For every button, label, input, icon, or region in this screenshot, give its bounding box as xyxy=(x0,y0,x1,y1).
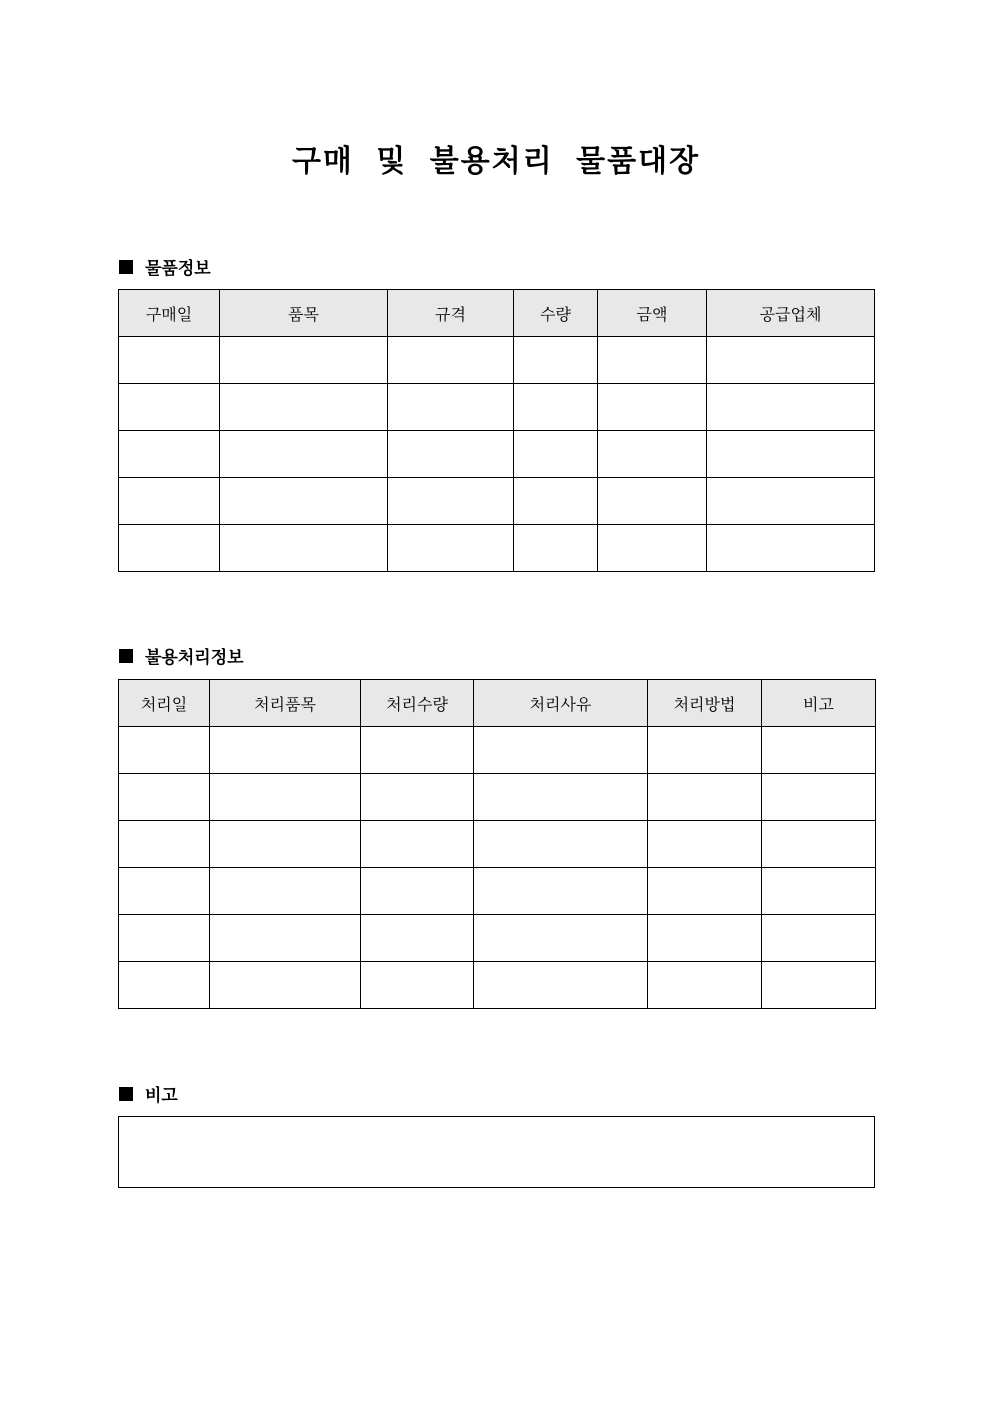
column-header-disposal-method: 처리방법 xyxy=(648,680,762,727)
table-row xyxy=(119,525,875,572)
disposal-info-table xyxy=(118,679,876,1009)
column-header-amount: 금액 xyxy=(598,290,707,337)
table-cell[interactable] xyxy=(648,727,762,774)
column-header-item: 품목 xyxy=(220,290,388,337)
table-cell[interactable] xyxy=(220,478,388,525)
table-cell[interactable] xyxy=(707,525,875,572)
table-cell[interactable] xyxy=(514,337,598,384)
table-cell[interactable] xyxy=(388,525,514,572)
table-cell[interactable] xyxy=(210,962,361,1009)
black-square-icon xyxy=(119,1087,133,1101)
column-header-disposal-quantity: 처리수량 xyxy=(361,680,474,727)
table-cell[interactable] xyxy=(361,915,474,962)
section-heading-remarks xyxy=(119,1081,178,1106)
table-cell[interactable] xyxy=(648,915,762,962)
table-row xyxy=(119,915,876,962)
table-cell[interactable] xyxy=(210,915,361,962)
table-cell[interactable] xyxy=(220,384,388,431)
table-cell[interactable] xyxy=(598,337,707,384)
table-cell[interactable] xyxy=(707,384,875,431)
table-cell[interactable] xyxy=(707,431,875,478)
table-cell[interactable] xyxy=(474,868,648,915)
section-heading-label: 불용처리정보 xyxy=(145,648,244,668)
table-cell[interactable] xyxy=(119,915,210,962)
black-square-icon xyxy=(119,260,133,274)
table-cell[interactable] xyxy=(220,431,388,478)
table-row xyxy=(119,337,875,384)
item-info-table xyxy=(118,289,875,572)
table-cell[interactable] xyxy=(707,478,875,525)
table-row xyxy=(119,384,875,431)
table-cell[interactable] xyxy=(648,868,762,915)
black-square-icon xyxy=(119,649,133,663)
table-cell[interactable] xyxy=(762,868,876,915)
table-cell[interactable] xyxy=(762,821,876,868)
column-header-disposal-date: 처리일 xyxy=(119,680,210,727)
table-cell[interactable] xyxy=(361,868,474,915)
table-cell[interactable] xyxy=(514,431,598,478)
section-heading-label: 비고 xyxy=(145,1086,178,1106)
table-cell[interactable] xyxy=(119,727,210,774)
table-cell[interactable] xyxy=(119,478,220,525)
table-cell[interactable] xyxy=(210,727,361,774)
table-cell[interactable] xyxy=(119,384,220,431)
remarks-field[interactable] xyxy=(118,1116,875,1188)
table-cell[interactable] xyxy=(598,478,707,525)
table-row xyxy=(119,478,875,525)
table-cell[interactable] xyxy=(388,337,514,384)
table-cell[interactable] xyxy=(388,384,514,431)
table-cell[interactable] xyxy=(210,868,361,915)
table-cell[interactable] xyxy=(119,431,220,478)
table-cell[interactable] xyxy=(474,962,648,1009)
table-row xyxy=(119,727,876,774)
table-cell[interactable] xyxy=(474,915,648,962)
table-row xyxy=(119,774,876,821)
table-cell[interactable] xyxy=(119,868,210,915)
table-cell[interactable] xyxy=(361,821,474,868)
column-header-quantity: 수량 xyxy=(514,290,598,337)
table-cell[interactable] xyxy=(598,525,707,572)
column-header-disposal-reason: 처리사유 xyxy=(474,680,648,727)
table-cell[interactable] xyxy=(514,525,598,572)
table-cell[interactable] xyxy=(361,727,474,774)
table-cell[interactable] xyxy=(388,478,514,525)
section-heading-disposal-info xyxy=(119,643,244,668)
table-row xyxy=(119,821,876,868)
table-cell[interactable] xyxy=(474,727,648,774)
table-cell[interactable] xyxy=(361,774,474,821)
column-header-note: 비고 xyxy=(762,680,876,727)
table-cell[interactable] xyxy=(648,774,762,821)
table-cell[interactable] xyxy=(119,525,220,572)
section-heading-label: 물품정보 xyxy=(145,259,211,279)
section-heading-item-info xyxy=(119,254,211,279)
table-cell[interactable] xyxy=(119,774,210,821)
table-row xyxy=(119,868,876,915)
table-cell[interactable] xyxy=(220,337,388,384)
table-cell[interactable] xyxy=(762,774,876,821)
table-cell[interactable] xyxy=(474,821,648,868)
table-header-row xyxy=(119,680,876,727)
table-row xyxy=(119,431,875,478)
table-cell[interactable] xyxy=(762,915,876,962)
table-cell[interactable] xyxy=(598,384,707,431)
column-header-spec: 규격 xyxy=(388,290,514,337)
table-cell[interactable] xyxy=(388,431,514,478)
table-cell[interactable] xyxy=(514,384,598,431)
table-header-row xyxy=(119,290,875,337)
table-cell[interactable] xyxy=(474,774,648,821)
table-cell[interactable] xyxy=(598,431,707,478)
table-cell[interactable] xyxy=(119,821,210,868)
table-cell[interactable] xyxy=(361,962,474,1009)
table-cell[interactable] xyxy=(119,962,210,1009)
column-header-disposal-item: 처리품목 xyxy=(210,680,361,727)
column-header-purchase-date: 구매일 xyxy=(119,290,220,337)
table-cell[interactable] xyxy=(648,962,762,1009)
table-row xyxy=(119,962,876,1009)
table-cell[interactable] xyxy=(648,821,762,868)
column-header-supplier: 공급업체 xyxy=(707,290,875,337)
document-title: 구매 및 불용처리 물품대장 xyxy=(291,144,701,179)
table-cell[interactable] xyxy=(707,337,875,384)
table-cell[interactable] xyxy=(762,727,876,774)
table-cell[interactable] xyxy=(514,478,598,525)
table-cell[interactable] xyxy=(119,337,220,384)
table-cell[interactable] xyxy=(210,774,361,821)
table-cell[interactable] xyxy=(762,962,876,1009)
table-cell[interactable] xyxy=(210,821,361,868)
table-cell[interactable] xyxy=(220,525,388,572)
